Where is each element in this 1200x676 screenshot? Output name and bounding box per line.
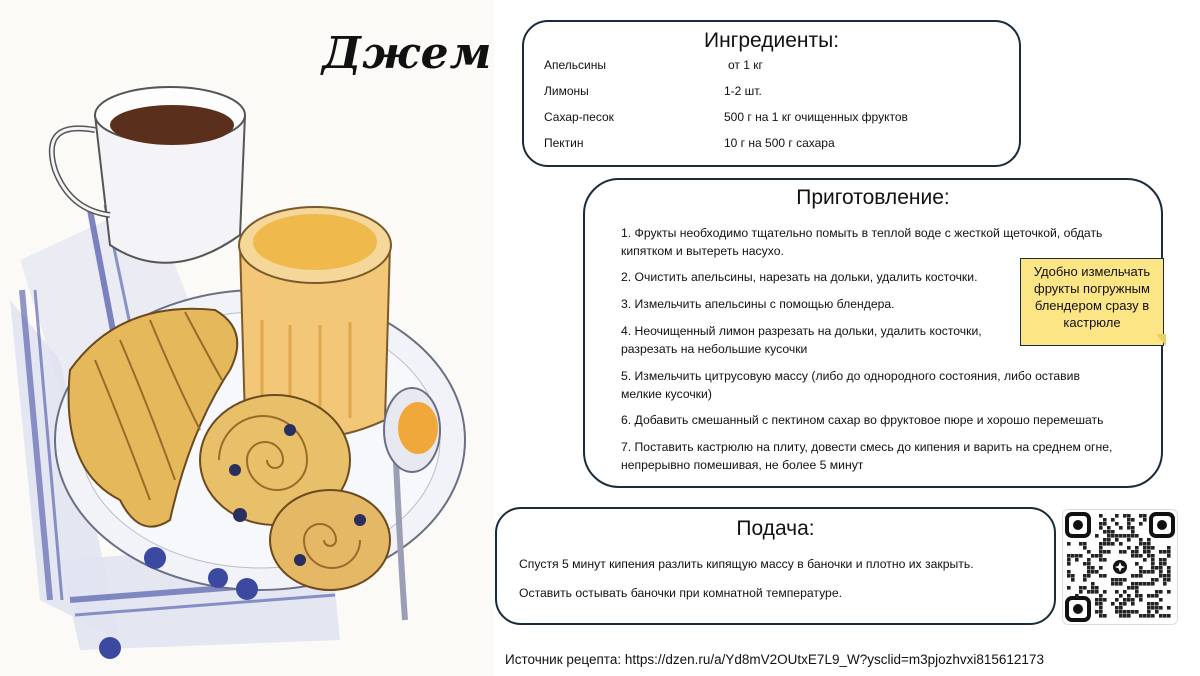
qr-module	[1139, 554, 1143, 558]
qr-module	[1115, 514, 1119, 518]
qr-module	[1139, 574, 1143, 578]
qr-module	[1159, 570, 1163, 574]
qr-module	[1123, 590, 1127, 594]
qr-module	[1139, 522, 1143, 526]
qr-module	[1135, 562, 1139, 566]
qr-module	[1099, 574, 1103, 578]
qr-module	[1131, 526, 1135, 530]
qr-module	[1099, 614, 1103, 618]
qr-module	[1155, 578, 1159, 582]
qr-module	[1147, 570, 1151, 574]
preparation-step: 3. Измельчить апельсины с помощью блендера.	[621, 297, 895, 311]
qr-module	[1151, 614, 1155, 618]
qr-module	[1079, 554, 1083, 558]
qr-module	[1159, 562, 1163, 566]
qr-module	[1167, 606, 1171, 610]
qr-module	[1091, 554, 1095, 558]
qr-module	[1111, 518, 1115, 522]
qr-module	[1155, 606, 1159, 610]
sticky-note-fold	[1156, 334, 1166, 346]
qr-module	[1127, 514, 1131, 518]
qr-module	[1127, 598, 1131, 602]
tip-sticky-note: Удобно измельчать фрукты погружным блендером сразу в кастрюле	[1020, 258, 1164, 346]
qr-module	[1115, 598, 1119, 602]
qr-module	[1119, 582, 1123, 586]
qr-module	[1167, 554, 1171, 558]
qr-module	[1119, 550, 1123, 554]
qr-module	[1103, 590, 1107, 594]
qr-module	[1107, 542, 1111, 546]
qr-module	[1099, 566, 1103, 570]
qr-module	[1067, 562, 1071, 566]
serving-panel	[495, 507, 1056, 625]
qr-module	[1091, 586, 1095, 590]
qr-module	[1151, 594, 1155, 598]
ingredient-amount: 10 г на 500 г сахара	[724, 136, 835, 150]
qr-module	[1135, 610, 1139, 614]
qr-module	[1083, 578, 1087, 582]
qr-module	[1151, 554, 1155, 558]
qr-module	[1147, 594, 1151, 598]
qr-module	[1119, 534, 1123, 538]
qr-module	[1135, 574, 1139, 578]
qr-module	[1127, 610, 1131, 614]
qr-module	[1131, 530, 1135, 534]
qr-module	[1135, 534, 1139, 538]
qr-module	[1147, 550, 1151, 554]
qr-module	[1115, 522, 1119, 526]
qr-module	[1115, 538, 1119, 542]
qr-module	[1091, 590, 1095, 594]
qr-module	[1067, 570, 1071, 574]
qr-module	[1123, 534, 1127, 538]
qr-module	[1099, 606, 1103, 610]
qr-module	[1167, 590, 1171, 594]
qr-module	[1127, 534, 1131, 538]
qr-module	[1127, 538, 1131, 542]
ingredient-amount: 500 г на 1 кг очищенных фруктов	[724, 110, 908, 124]
preparation-step: 7. Поставить кастрюлю на плиту, довести смесь до кипения и варить на среднем огне, непрерывно помешивая, не более 5 минут	[621, 440, 1113, 472]
preparation-heading: Приготовление:	[796, 186, 950, 209]
qr-module	[1151, 546, 1155, 550]
qr-module	[1099, 526, 1103, 530]
qr-module	[1099, 602, 1103, 606]
qr-module	[1155, 590, 1159, 594]
qr-module	[1139, 594, 1143, 598]
qr-module	[1167, 566, 1171, 570]
qr-module	[1095, 602, 1099, 606]
qr-module	[1135, 582, 1139, 586]
qr-module	[1079, 586, 1083, 590]
qr-module	[1163, 578, 1167, 582]
qr-module	[1167, 614, 1171, 618]
qr-module	[1111, 602, 1115, 606]
qr-module	[1099, 594, 1103, 598]
qr-module	[1119, 602, 1123, 606]
qr-module	[1151, 566, 1155, 570]
qr-module	[1095, 534, 1099, 538]
qr-module	[1123, 614, 1127, 618]
qr-module	[1135, 590, 1139, 594]
qr-module	[1119, 606, 1123, 610]
qr-module	[1147, 554, 1151, 558]
ingredients-heading: Ингредиенты:	[703, 29, 840, 52]
qr-module	[1131, 598, 1135, 602]
qr-module	[1143, 518, 1147, 522]
qr-module	[1131, 518, 1135, 522]
qr-module	[1159, 574, 1163, 578]
qr-module	[1095, 610, 1099, 614]
qr-module	[1147, 538, 1151, 542]
qr-module	[1127, 586, 1131, 590]
qr-module	[1099, 610, 1103, 614]
qr-module	[1115, 582, 1119, 586]
qr-module	[1127, 522, 1131, 526]
qr-module	[1111, 582, 1115, 586]
qr-module	[1147, 602, 1151, 606]
qr-module	[1115, 610, 1119, 614]
qr-module	[1099, 550, 1103, 554]
serving-line: Спустя 5 минут кипения разлить кипящую массу в баночки и плотно их закрыть.	[519, 557, 974, 571]
qr-module	[1067, 574, 1071, 578]
qr-module	[1091, 570, 1095, 574]
qr-module	[1115, 606, 1119, 610]
qr-module	[1083, 586, 1087, 590]
qr-module	[1163, 558, 1167, 562]
qr-module	[1147, 610, 1151, 614]
qr-module	[1119, 578, 1123, 582]
qr-module	[1151, 602, 1155, 606]
qr-module	[1127, 594, 1131, 598]
qr-module	[1167, 546, 1171, 550]
qr-module	[1099, 514, 1103, 518]
preparation-step: 1. Фрукты необходимо тщательно помыть в теплой воде с жесткой щеточкой, обдать кипятком и вытереть насухо.	[621, 226, 1103, 258]
qr-module	[1139, 514, 1143, 518]
qr-module	[1071, 554, 1075, 558]
qr-module	[1127, 614, 1131, 618]
preparation-step: 4. Неочищенный лимон разрезать на дольки, удалить косточки, разрезать на небольшие кусочки	[621, 324, 982, 356]
qr-module	[1119, 594, 1123, 598]
qr-module	[1127, 546, 1131, 550]
qr-module	[1139, 542, 1143, 546]
qr-module	[1107, 538, 1111, 542]
qr-module	[1139, 598, 1143, 602]
qr-module	[1083, 574, 1087, 578]
qr-module	[1147, 542, 1151, 546]
qr-module	[1067, 558, 1071, 562]
breakfast-illustration	[0, 0, 494, 676]
preparation-step: 6. Добавить смешанный с пектином сахар во фруктовое пюре и хорошо перемешать	[621, 413, 1104, 427]
qr-module	[1119, 610, 1123, 614]
qr-module	[1159, 558, 1163, 562]
qr-module	[1123, 578, 1127, 582]
qr-module	[1163, 562, 1167, 566]
qr-module	[1163, 550, 1167, 554]
qr-module	[1155, 610, 1159, 614]
qr-module	[1087, 566, 1091, 570]
qr-module	[1103, 538, 1107, 542]
qr-module	[1135, 554, 1139, 558]
qr-module	[1163, 582, 1167, 586]
qr-module	[1127, 526, 1131, 530]
qr-module	[1075, 594, 1079, 598]
qr-module	[1103, 542, 1107, 546]
qr-module	[1155, 566, 1159, 570]
qr-module	[1143, 582, 1147, 586]
preparation-step: 2. Очистить апельсины, нарезать на дольки, удалить косточки.	[621, 270, 978, 284]
qr-module	[1123, 514, 1127, 518]
qr-module	[1151, 558, 1155, 562]
qr-module	[1107, 526, 1111, 530]
qr-module	[1151, 606, 1155, 610]
qr-module	[1131, 610, 1135, 614]
qr-module	[1131, 574, 1135, 578]
qr-module	[1147, 614, 1151, 618]
ingredient-name: Сахар-песок	[544, 110, 614, 124]
qr-module	[1095, 586, 1099, 590]
qr-module	[1143, 558, 1147, 562]
qr-module	[1131, 534, 1135, 538]
qr-module	[1067, 586, 1071, 590]
qr-module	[1103, 518, 1107, 522]
qr-module	[1135, 550, 1139, 554]
qr-module	[1131, 582, 1135, 586]
qr-module	[1095, 590, 1099, 594]
qr-module	[1131, 554, 1135, 558]
qr-module	[1167, 550, 1171, 554]
qr-module	[1167, 574, 1171, 578]
qr-module	[1099, 558, 1103, 562]
qr-module	[1083, 562, 1087, 566]
qr-module	[1067, 542, 1071, 546]
qr-module	[1143, 614, 1147, 618]
qr-module	[1159, 614, 1163, 618]
qr-module	[1123, 598, 1127, 602]
qr-module	[1107, 530, 1111, 534]
qr-module	[1075, 558, 1079, 562]
qr-module	[1103, 522, 1107, 526]
qr-module	[1147, 606, 1151, 610]
qr-module	[1083, 546, 1087, 550]
qr-module	[1163, 614, 1167, 618]
qr-module	[1087, 558, 1091, 562]
serving-heading: Подача:	[736, 517, 815, 540]
qr-code-graphic	[1063, 510, 1177, 624]
qr-module	[1103, 598, 1107, 602]
ingredient-amount: 1-2 шт.	[724, 84, 762, 98]
qr-module	[1087, 570, 1091, 574]
qr-module	[1147, 546, 1151, 550]
qr-module	[1091, 582, 1095, 586]
qr-module	[1123, 610, 1127, 614]
qr-module	[1143, 550, 1147, 554]
qr-module	[1139, 614, 1143, 618]
watercolor-illustration-graphic	[0, 0, 494, 676]
qr-module	[1099, 546, 1103, 550]
qr-module	[1155, 602, 1159, 606]
qr-module	[1159, 598, 1163, 602]
qr-module	[1127, 518, 1131, 522]
qr-module	[1115, 534, 1119, 538]
qr-module	[1119, 526, 1123, 530]
qr-module	[1111, 530, 1115, 534]
qr-module	[1143, 514, 1147, 518]
qr-module	[1099, 522, 1103, 526]
qr-module	[1143, 570, 1147, 574]
qr-module	[1103, 530, 1107, 534]
qr-module	[1159, 590, 1163, 594]
qr-module	[1119, 614, 1123, 618]
qr-module	[1115, 578, 1119, 582]
qr-module	[1143, 546, 1147, 550]
qr-module	[1159, 566, 1163, 570]
serving-line: Оставить остывать баночки при комнатной температуре.	[519, 586, 842, 600]
qr-module	[1151, 578, 1155, 582]
qr-module	[1095, 598, 1099, 602]
qr-module	[1159, 606, 1163, 610]
qr-module	[1135, 546, 1139, 550]
qr-module	[1107, 550, 1111, 554]
qr-module	[1087, 562, 1091, 566]
ingredients-panel	[522, 20, 1021, 167]
qr-code-icon[interactable]	[1062, 509, 1178, 625]
qr-module	[1111, 542, 1115, 546]
qr-module	[1079, 542, 1083, 546]
qr-module	[1151, 562, 1155, 566]
qr-module	[1139, 582, 1143, 586]
qr-module	[1099, 542, 1103, 546]
qr-module	[1103, 614, 1107, 618]
qr-module	[1115, 590, 1119, 594]
qr-module	[1135, 594, 1139, 598]
qr-module	[1151, 570, 1155, 574]
ingredient-name: Апельсины	[544, 58, 606, 72]
qr-module	[1143, 542, 1147, 546]
qr-module	[1159, 550, 1163, 554]
qr-module	[1087, 590, 1091, 594]
qr-module	[1079, 590, 1083, 594]
recipe-source: Источник рецепта: https://dzen.ru/a/Yd8mV2OUtxE7L9_W?ysclid=m3pjozhvxi815612173	[505, 652, 1044, 667]
qr-module	[1151, 582, 1155, 586]
qr-module	[1131, 586, 1135, 590]
qr-module	[1103, 550, 1107, 554]
qr-module	[1123, 602, 1127, 606]
qr-module	[1075, 554, 1079, 558]
qr-module	[1119, 542, 1123, 546]
qr-module	[1071, 578, 1075, 582]
qr-module	[1099, 598, 1103, 602]
qr-module	[1163, 574, 1167, 578]
qr-module	[1103, 558, 1107, 562]
qr-module	[1111, 534, 1115, 538]
qr-module	[1155, 594, 1159, 598]
recipe-title: Джем	[322, 28, 493, 79]
preparation-step: 5. Измельчить цитрусовую массу (либо до однородного состояния, либо оставив мелкие кусочки)	[621, 369, 1080, 401]
ingredient-name: Пектин	[544, 136, 584, 150]
qr-module	[1095, 554, 1099, 558]
qr-module	[1087, 550, 1091, 554]
qr-module	[1139, 570, 1143, 574]
qr-module	[1107, 534, 1111, 538]
qr-module	[1167, 578, 1171, 582]
qr-module	[1139, 566, 1143, 570]
qr-module	[1071, 574, 1075, 578]
qr-module	[1095, 570, 1099, 574]
ingredient-amount: от 1 кг	[728, 58, 763, 72]
qr-module	[1083, 542, 1087, 546]
qr-module	[1111, 578, 1115, 582]
qr-module	[1139, 538, 1143, 542]
qr-module	[1091, 566, 1095, 570]
ingredient-name: Лимоны	[544, 84, 589, 98]
qr-module	[1147, 582, 1151, 586]
qr-module	[1103, 574, 1107, 578]
qr-module	[1131, 602, 1135, 606]
qr-module	[1099, 554, 1103, 558]
qr-module	[1135, 586, 1139, 590]
qr-module	[1167, 570, 1171, 574]
qr-module	[1123, 550, 1127, 554]
qr-module	[1067, 554, 1071, 558]
qr-module	[1131, 550, 1135, 554]
qr-module	[1087, 574, 1091, 578]
